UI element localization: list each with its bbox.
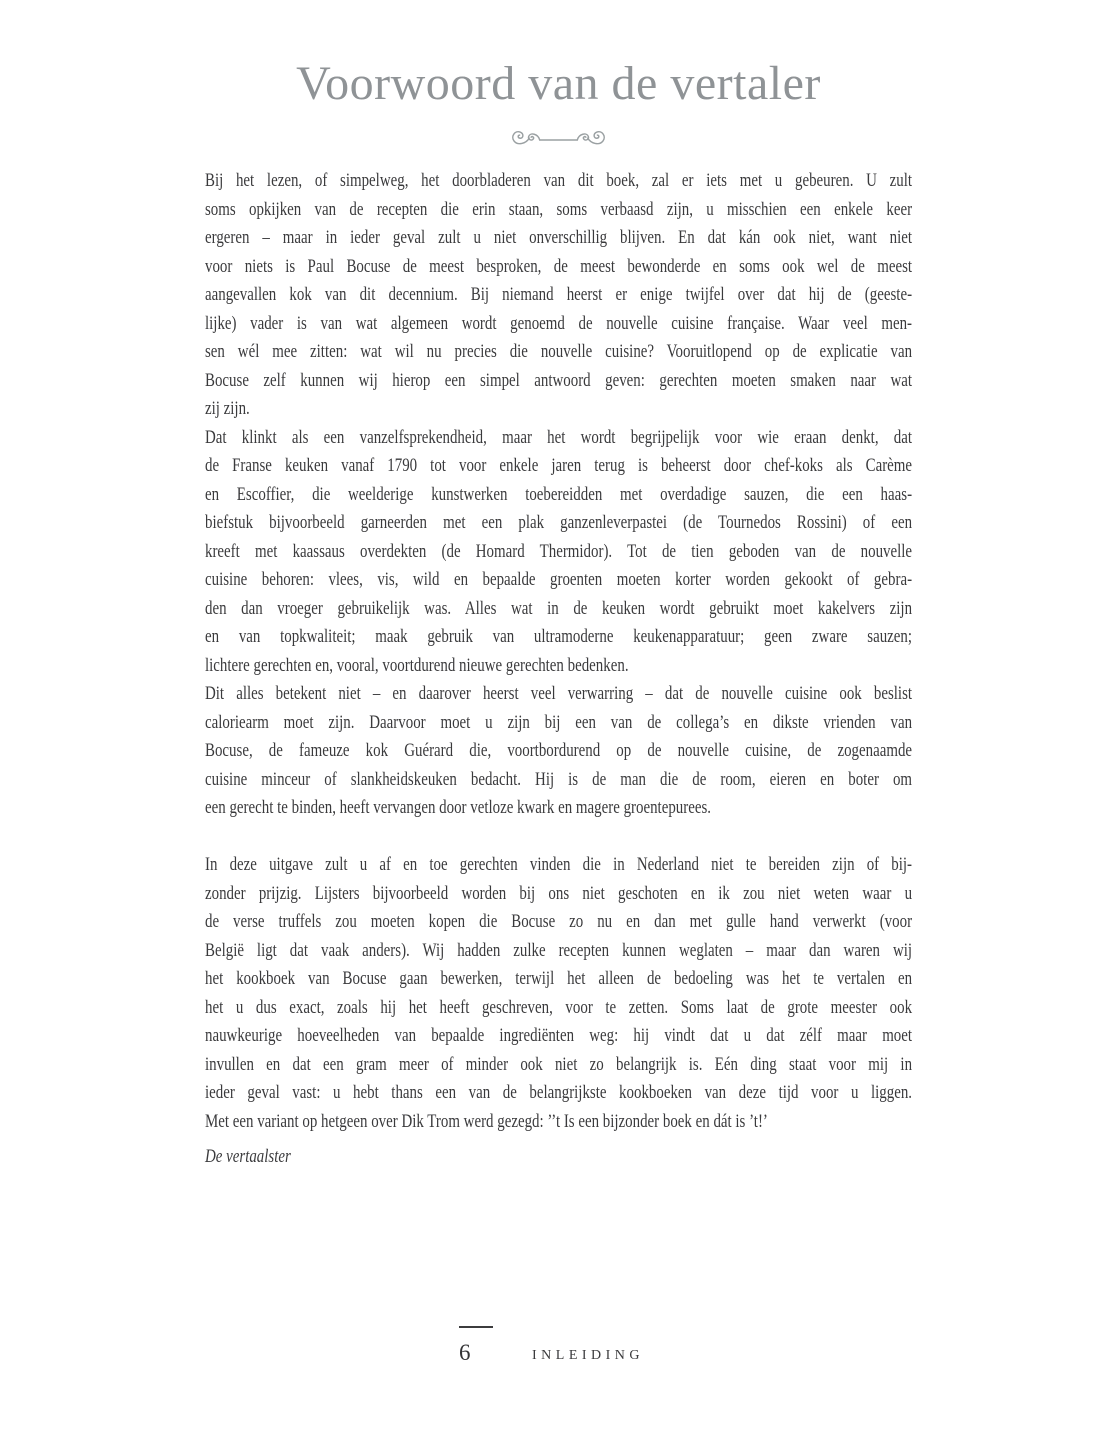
text-line: België ligt dat vaak anders). Wij hadden zulke recepten kunnen weglaten – maar dan waren wij <box>205 939 913 961</box>
paragraph <box>205 851 912 1136</box>
text-line: Met een variant op hetgeen over Dik Trom werd gezegd: ’’t Is een bijzonder boek en dát is ’t!’ <box>205 1110 768 1132</box>
text-line: het u dus exact, zoals hij het heeft geschreven, voor te zetten. Soms laat de grote meester ook <box>205 996 913 1018</box>
paragraph <box>205 424 912 681</box>
text-line: Dit alles betekent niet – en daarover heerst veel verwarring – dat de nouvelle cuisine ook beslist <box>205 683 913 704</box>
paragraph <box>205 167 912 424</box>
text-line: cuisine minceur of slankheidskeuken bedacht. Hij is de man die de room, eieren en boter om <box>205 768 913 790</box>
text-line: Dat klinkt als een vanzelfsprekendheid, maar het wordt begrijpelijk voor wie eraan denkt, dat <box>205 426 913 448</box>
text-line: lichtere gerechten en, vooral, voortdurend nieuwe gerechten bedenken. <box>205 654 629 676</box>
text-line: zij zijn. <box>205 398 250 419</box>
scroll-flourish-icon <box>501 125 616 155</box>
text-line: een gerecht te binden, heeft vervangen door vetloze kwark en magere groentepurees. <box>205 797 712 818</box>
text-line: de Franse keuken vanaf 1790 tot voor enkele jaren terug is beheerst door chef-koks als Carème <box>205 455 913 476</box>
signature: De vertaalster <box>205 1146 291 1167</box>
text-line: invullen en dat een gram meer of minder ook niet zo belangrijk is. Eén ding staat voor mij in <box>205 1053 913 1075</box>
text-line: biefstuk bijvoorbeeld garneerden met een plak ganzenleverpastei (de Tournedos Rossini) of een <box>205 512 913 533</box>
page-number: 6 <box>459 1340 471 1365</box>
text-line: lijke) vader is van wat algemeen wordt genoemd de nouvelle cuisine française. Waar veel men- <box>205 312 913 334</box>
text-line: ergeren – maar in ieder geval zult u niet onverschillig blijven. En dat kán ook niet, want niet <box>205 227 913 248</box>
body-text-area <box>205 167 912 1172</box>
section-label: INLEIDING <box>532 1348 645 1363</box>
ornament-container <box>0 125 1117 160</box>
text-line: Bocuse, de fameuze kok Guérard die, voortbordurend op de nouvelle cuisine, de zogenaamde <box>205 740 913 761</box>
text-block <box>205 167 912 1172</box>
footer-rule <box>459 1326 493 1328</box>
text-line: Bocuse zelf kunnen wij hierop een simpel antwoord geven: gerechten moeten smaken naar wat <box>205 369 913 391</box>
paragraph <box>205 680 912 823</box>
text-line: soms opkijken van de recepten die erin staan, soms verbaasd zijn, u misschien een enkele keer <box>205 198 913 220</box>
text-line: den dan vroeger gebruikelijk was. Alles wat in de keuken wordt gebruikt moet kakelvers zijn <box>205 597 913 619</box>
text-line: cuisine behoren: vlees, vis, wild en bepaalde groenten moeten korter worden gekookt of gebra- <box>205 569 913 590</box>
text-line: kreeft met kaassaus overdekten (de Homard Thermidor). Tot de tien geboden van de nouvelle <box>205 540 913 562</box>
text-line: aangevallen kok van dit decennium. Bij niemand heerst er enige twijfel over dat hij de (geeste- <box>205 284 913 305</box>
text-line: ieder geval vast: u hebt thans een van de belangrijkste kookboeken van deze tijd voor u liggen. <box>205 1082 913 1103</box>
text-line: het kookboek van Bocuse gaan bewerken, terwijl het alleen de bedoeling was het te vertalen en <box>205 968 913 989</box>
text-line: en Escoffier, die weelderige kunstwerken toebereidden met overdadige sauzen, die een haas- <box>205 483 913 505</box>
text-line: de verse truffels zou moeten kopen die Bocuse zo nu en dan met gulle hand verwerkt (voor <box>205 911 913 932</box>
text-line: en van topkwaliteit; maak gebruik van ultramoderne keukenapparatuur; geen zware sauzen; <box>205 626 913 647</box>
text-line: In deze uitgave zult u af en toe gerechten vinden die in Nederland niet te bereiden zijn of bij- <box>205 854 913 875</box>
text-line: caloriearm moet zijn. Daarvoor moet u zijn bij een van de collega’s en dikste vrienden van <box>205 711 913 733</box>
text-line: voor niets is Paul Bocuse de meest besproken, de meest bewonderde en soms ook wel de meest <box>205 255 913 277</box>
text-line: sen wél mee zitten: wat wil nu precies die nouvelle cuisine? Vooruitlopend op de explicatie van <box>205 341 913 362</box>
page-title: Voorwoord van de vertaler <box>296 57 821 110</box>
text-line: nauwkeurige hoeveelheden van bepaalde ingrediënten weg: hij vindt dat u dat zélf maar moet <box>205 1025 913 1046</box>
text-line: Bij het lezen, of simpelweg, het doorbladeren van dit boek, zal er iets met u gebeuren. U zult <box>205 170 913 191</box>
text-line: zonder prijzig. Lijsters bijvoorbeeld worden bij ons niet geschoten en ik zou niet weten waar u <box>205 882 913 904</box>
